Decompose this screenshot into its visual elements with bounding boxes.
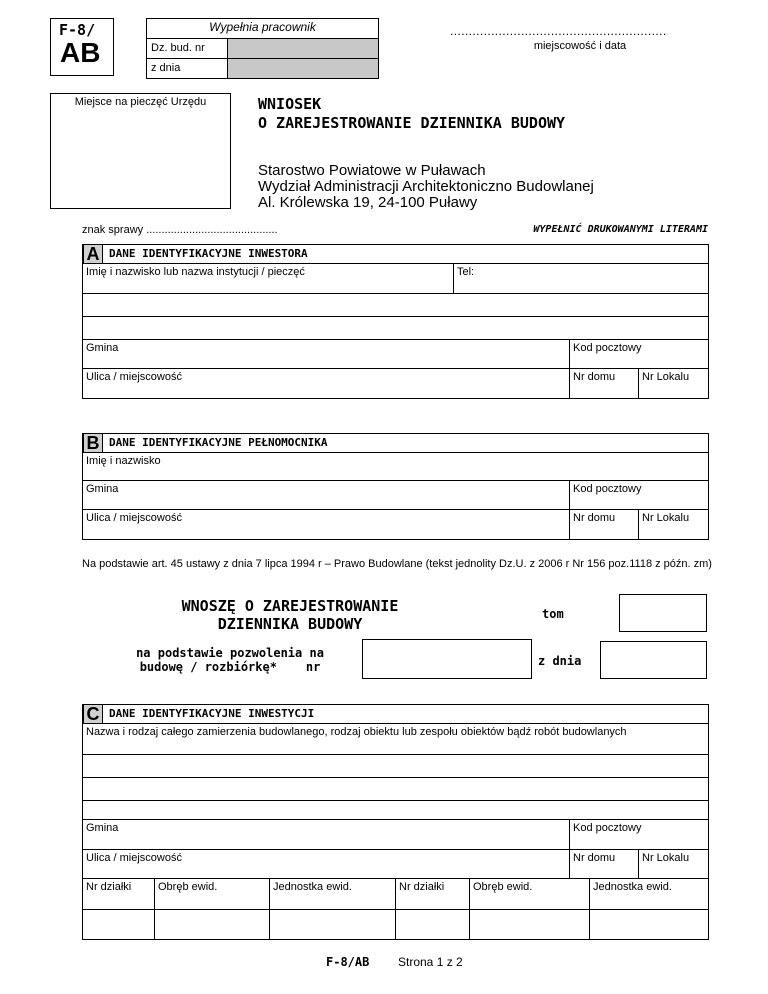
recipient-line1: Starostwo Powiatowe w Puławach	[258, 162, 486, 179]
investment-nr-domu-label: Nr domu	[573, 852, 616, 864]
place-date-dots[interactable]: ..........................................................	[450, 24, 667, 38]
z-dnia-label: z dnia	[538, 654, 582, 668]
permit-line1: na podstawie pozwolenia na	[136, 646, 324, 660]
tom-label: tom	[542, 607, 564, 621]
form-title-line2: O ZAREJESTROWANIE DZIENNIKA BUDOWY	[258, 114, 566, 132]
proxy-gmina-field[interactable]	[82, 480, 570, 510]
section-b-header	[82, 433, 709, 453]
parcel-value-2[interactable]	[154, 909, 270, 940]
investor-tel-label: Tel:	[457, 266, 475, 278]
proxy-gmina-label: Gmina	[86, 483, 119, 495]
investor-gmina-field[interactable]	[82, 339, 570, 369]
investor-kod-field[interactable]	[569, 339, 709, 369]
footer-page: Strona 1 z 2	[398, 955, 463, 969]
permit-line2: budowę / rozbiórkę* nr	[139, 660, 321, 674]
proxy-name-label: Imię i nazwisko	[86, 455, 161, 467]
investment-nr-lokalu-field[interactable]	[638, 849, 709, 879]
office-row2-label: z dnia	[151, 62, 181, 74]
parcel-jednostka-1-label: Jednostka ewid.	[273, 881, 352, 893]
parcel-jednostka-1[interactable]	[269, 878, 396, 910]
section-a-title: DANE IDENTYFIKACYJNE INWESTORA	[109, 247, 308, 260]
section-a-header	[82, 244, 709, 264]
footer-code: F-8/AB	[326, 955, 370, 969]
form-title-line1: WNIOSEK	[258, 95, 322, 113]
parcel-value-3[interactable]	[269, 909, 396, 940]
investor-nr-domu-field[interactable]	[569, 368, 639, 399]
investor-extra-field-2[interactable]	[82, 316, 709, 340]
form-code-box	[50, 18, 114, 76]
parcel-value-4[interactable]	[395, 909, 470, 940]
tom-field[interactable]	[619, 594, 707, 632]
section-c-header	[82, 704, 709, 724]
investor-name-field[interactable]	[82, 263, 454, 294]
investment-desc-line-2[interactable]	[82, 777, 709, 801]
request-line2: DZIENNIKA BUDOWY	[217, 615, 363, 633]
permit-date-field[interactable]	[600, 641, 707, 679]
fill-note: WYPEŁNIĆ DRUKOWANYMI LITERAMI	[533, 224, 708, 235]
place-date-label: miejscowość i data	[533, 40, 627, 52]
section-b-letter: B	[83, 433, 103, 453]
parcel-obreb-2-label: Obręb ewid.	[473, 881, 533, 893]
parcel-obreb-2[interactable]	[469, 878, 590, 910]
investor-nr-lokalu-field[interactable]	[638, 368, 709, 399]
legal-basis: Na podstawie art. 45 ustawy z dnia 7 lipca 1994 r – Prawo Budowlane (tekst jednolity Dz.U. z 2006 r Nr 156 poz.1118 z późn. zm)	[82, 558, 712, 570]
case-number[interactable]: znak sprawy ...........................................	[82, 224, 278, 236]
parcel-nr-dzialki-2[interactable]	[395, 878, 470, 910]
investment-kod-field[interactable]	[569, 819, 709, 850]
parcel-value-6[interactable]	[589, 909, 709, 940]
office-row1-label: Dz. bud. nr	[151, 42, 205, 54]
section-c-letter: C	[83, 704, 103, 724]
parcel-jednostka-2-label: Jednostka ewid.	[593, 881, 672, 893]
proxy-nr-lokalu-field[interactable]	[638, 509, 709, 540]
permit-nr-field[interactable]	[362, 639, 532, 679]
office-box-header: Wypełnia pracownik	[209, 20, 316, 34]
parcel-nr-dzialki-2-label: Nr działki	[399, 881, 445, 893]
investment-desc-line-1[interactable]	[82, 754, 709, 778]
investment-desc-field[interactable]	[82, 723, 709, 755]
investment-kod-label: Kod pocztowy	[573, 822, 642, 834]
parcel-obreb-1-label: Obręb ewid.	[158, 881, 218, 893]
proxy-nr-domu-field[interactable]	[569, 509, 639, 540]
parcel-value-5[interactable]	[469, 909, 590, 940]
investment-ulica-label: Ulica / miejscowość	[86, 852, 182, 864]
investment-gmina-field[interactable]	[82, 819, 570, 850]
proxy-nr-domu-label: Nr domu	[573, 512, 616, 524]
proxy-kod-field[interactable]	[569, 480, 709, 510]
investor-tel-field[interactable]	[453, 263, 709, 294]
investor-extra-field-1[interactable]	[82, 293, 709, 317]
proxy-name-field[interactable]	[82, 452, 709, 481]
dz-bud-nr-field[interactable]	[228, 39, 378, 58]
office-box	[146, 18, 379, 79]
recipient-line3: Al. Królewska 19, 24-100 Puławy	[258, 194, 478, 211]
investment-desc-line-3[interactable]	[82, 800, 709, 820]
proxy-ulica-field[interactable]	[82, 509, 570, 540]
investment-nr-lokalu-label: Nr Lokalu	[642, 852, 690, 864]
investor-kod-label: Kod pocztowy	[573, 342, 642, 354]
z-dnia-field[interactable]	[228, 59, 378, 78]
form-code-line2: AB	[60, 37, 101, 68]
stamp-label: Miejsce na pieczęć Urzędu	[74, 96, 207, 108]
investor-gmina-label: Gmina	[86, 342, 119, 354]
recipient-line2: Wydział Administracji Architektoniczno Budowlanej	[258, 178, 594, 195]
parcel-obreb-1[interactable]	[154, 878, 270, 910]
investor-nr-lokalu-label: Nr Lokalu	[642, 371, 690, 383]
proxy-ulica-label: Ulica / miejscowość	[86, 512, 182, 524]
investment-nr-domu-field[interactable]	[569, 849, 639, 879]
section-c-title: DANE IDENTYFIKACYJNE INWESTYCJI	[109, 707, 315, 720]
investor-name-label: Imię i nazwisko lub nazwa instytucji / pieczęć	[86, 266, 305, 278]
section-b-title: DANE IDENTYFIKACYJNE PEŁNOMOCNIKA	[109, 436, 328, 449]
investor-nr-domu-label: Nr domu	[573, 371, 616, 383]
parcel-nr-dzialki-1-label: Nr działki	[86, 881, 132, 893]
parcel-value-1[interactable]	[82, 909, 155, 940]
request-line1: WNOSZĘ O ZAREJESTROWANIE	[181, 597, 399, 615]
investor-ulica-field[interactable]	[82, 368, 570, 399]
investment-gmina-label: Gmina	[86, 822, 119, 834]
parcel-jednostka-2[interactable]	[589, 878, 709, 910]
investment-ulica-field[interactable]	[82, 849, 570, 879]
investment-desc-label: Nazwa i rodzaj całego zamierzenia budowlanego, rodzaj obiektu lub zespołu obiektów bądź robót budowlanych	[86, 726, 627, 738]
section-a-letter: A	[83, 244, 103, 264]
stamp-box	[50, 93, 231, 209]
parcel-nr-dzialki-1[interactable]	[82, 878, 155, 910]
proxy-nr-lokalu-label: Nr Lokalu	[642, 512, 690, 524]
proxy-kod-label: Kod pocztowy	[573, 483, 642, 495]
investor-ulica-label: Ulica / miejscowość	[86, 371, 182, 383]
form-code-line1: F-8/	[59, 21, 96, 39]
